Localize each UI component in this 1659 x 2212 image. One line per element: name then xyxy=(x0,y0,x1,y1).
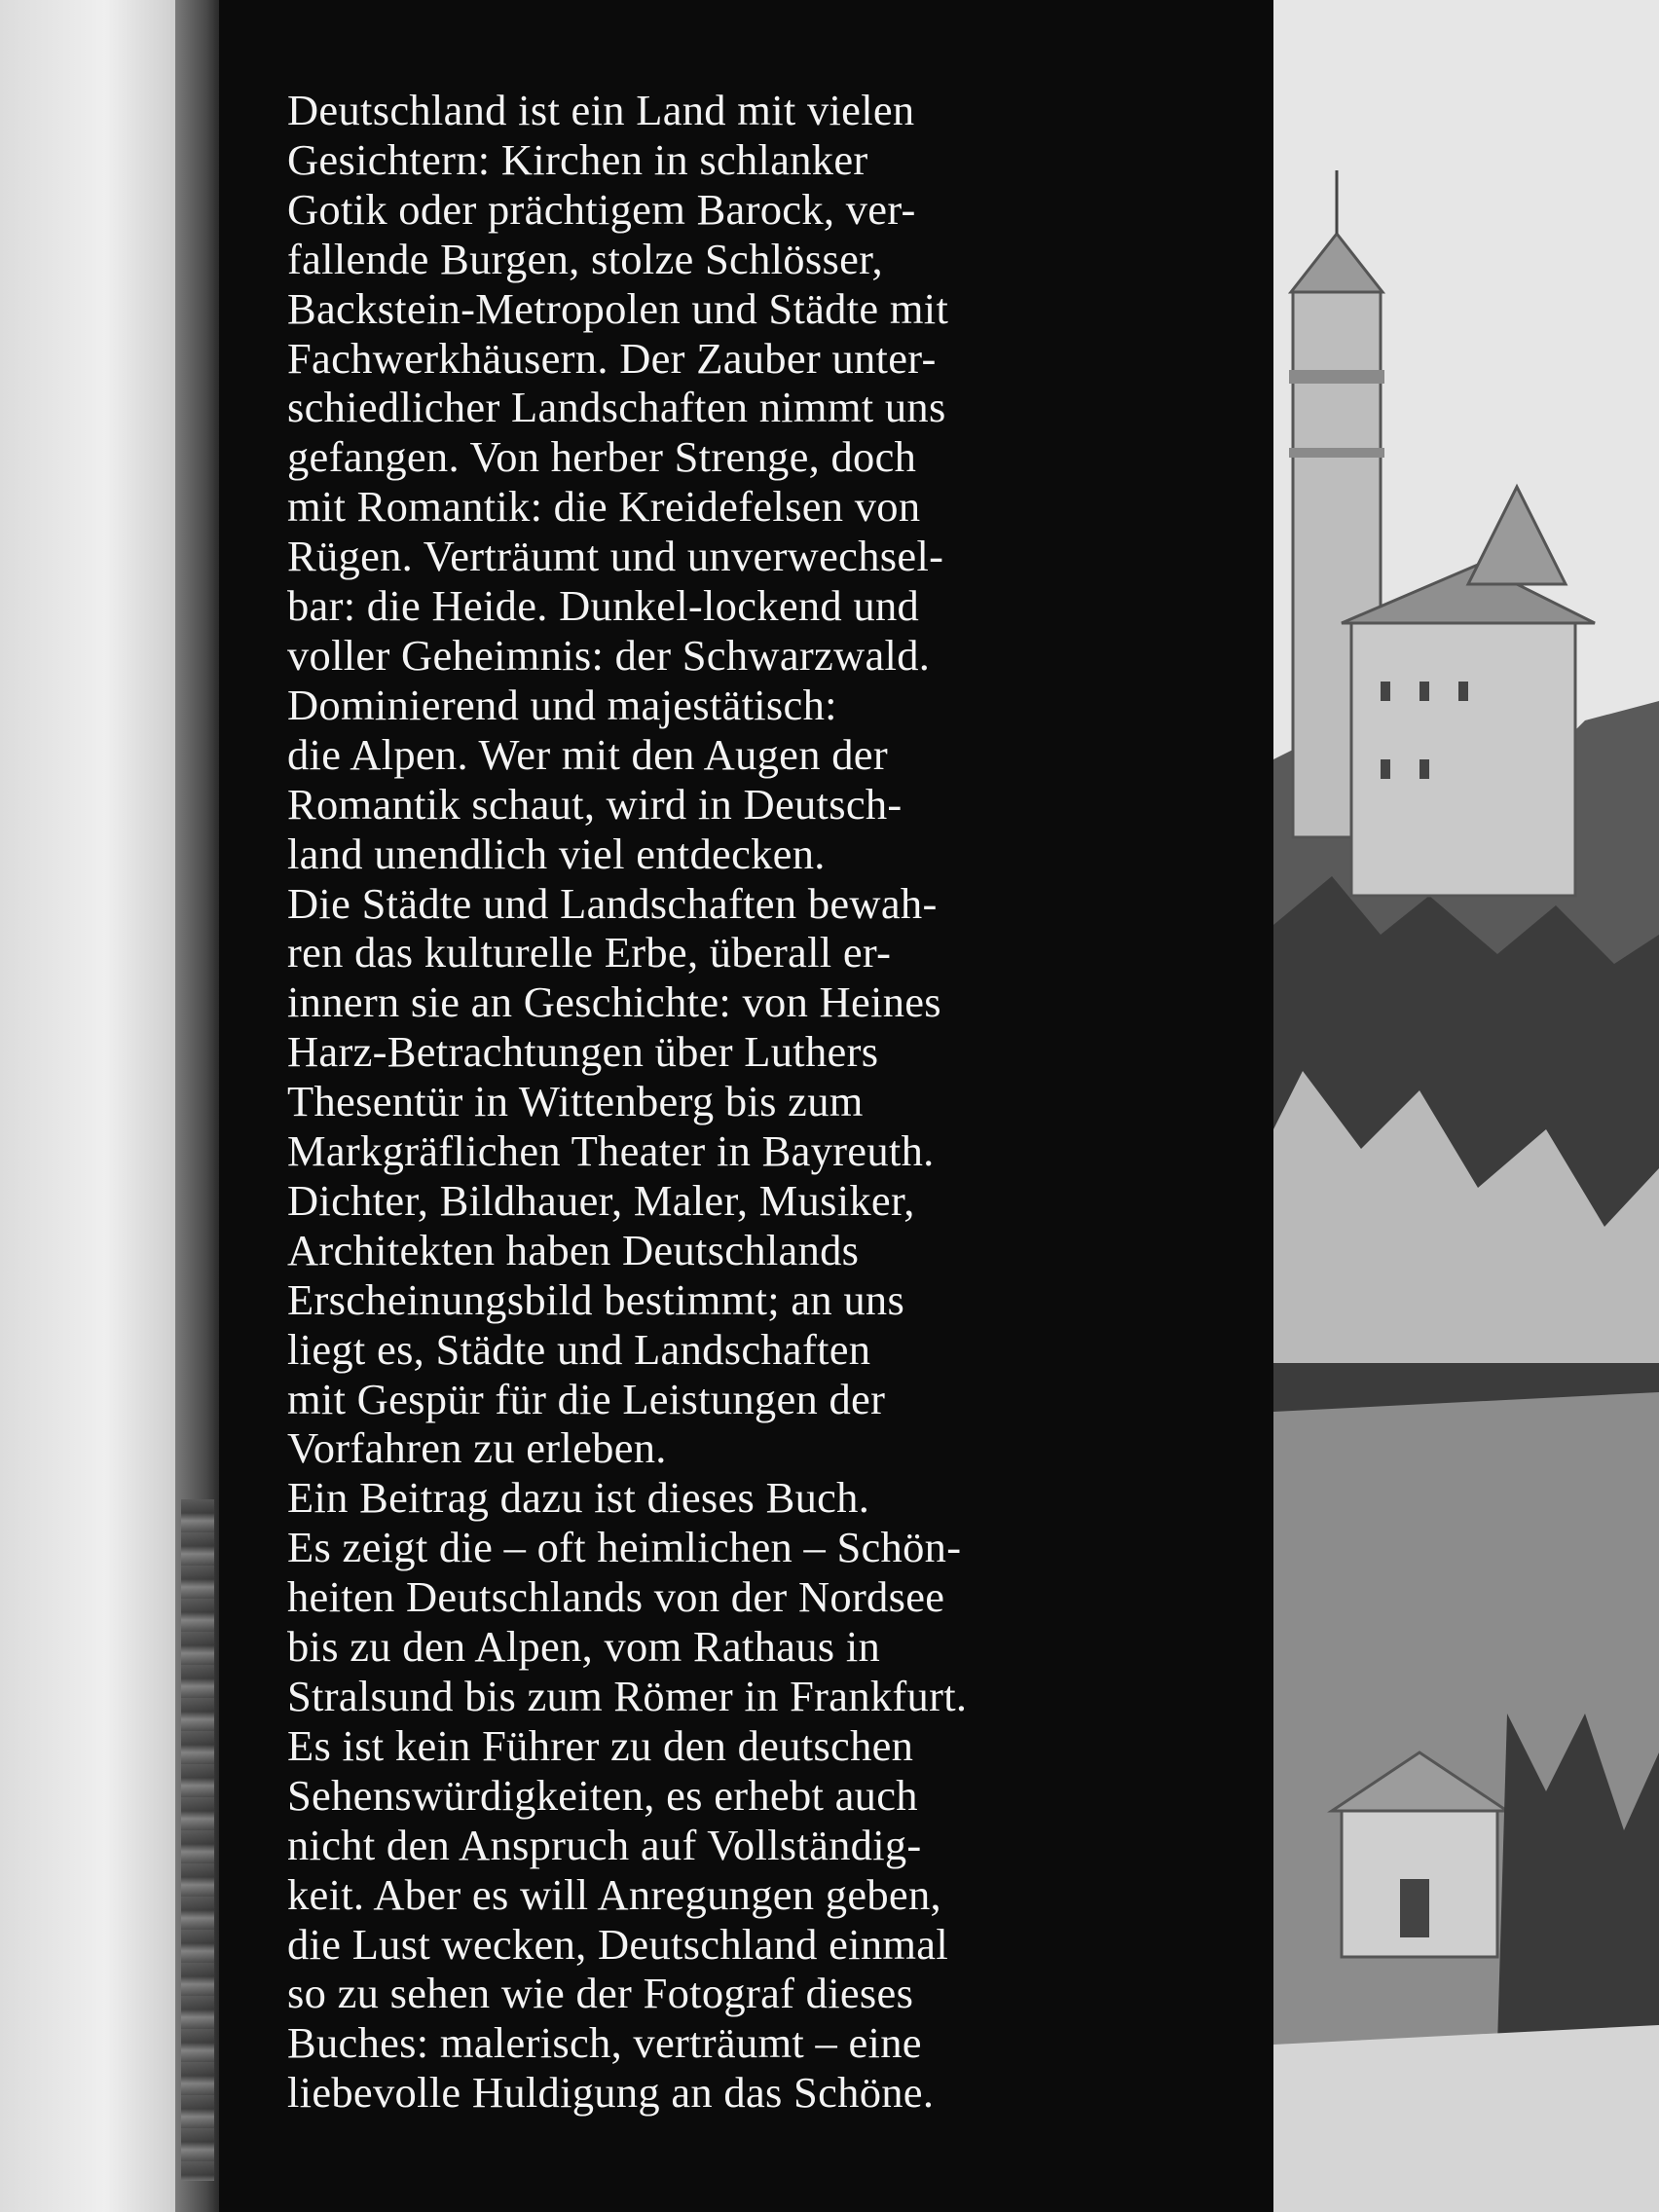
blurb-paragraph-1: Deutschland ist ein Land mit vielen Gesichtern: Kirchen in schlanker Gotik oder prächtigem Barock, ver- fallende Burgen, stolze Schlösser, Backstein-Metropolen und Städte mit Fachwerkhäusern. Der Zauber unter- schiedlicher Landschaften nimmt uns gefangen. Von herber Strenge, doch mit Romantik: die Kreidefelsen von Rügen. Verträumt und unverwechsel- bar: die Heide. Dunkel-lockend und voller Geheimnis: der Schwarzwald. Dominierend und majestätisch: die Alpen. Wer mit den Augen der Romantik schaut, wird in Deutsch- land unendlich viel entdecken. xyxy=(287,86,949,878)
text-panel xyxy=(219,0,1273,2212)
blurb-paragraph-5: Es ist kein Führer zu den deutschen Sehenswürdigkeiten, es erhebt auch nicht den Anspruch auf Vollständig- keit. Aber es will Anregungen geben, die Lust wecken, Deutschland einmal so zu sehen wie der Fotograf dieses Buches: malerisch, verträumt – eine liebevolle Huldigung an das Schöne. xyxy=(287,1720,949,2118)
blurb-paragraph-3: Ein Beitrag dazu ist dieses Buch. xyxy=(287,1473,870,1523)
left-photo-strip xyxy=(175,0,219,2212)
page-edge xyxy=(0,0,175,2212)
castle-illustration xyxy=(1273,0,1659,2212)
book-blurb xyxy=(287,86,1235,2118)
blurb-paragraph-4: Es zeigt die – oft heimlichen – Schön- heiten Deutschlands von der Nordsee bis zu den Alpen, vom Rathaus in Stralsund bis zum Römer in Frankfurt. xyxy=(287,1523,968,1720)
blurb-paragraph-2: Die Städte und Landschaften bewah- ren das kulturelle Erbe, überall er- innern sie an Geschichte: von Heines Harz-Betrachtungen über Luthers Thesentür in Wittenberg bis zum Markgräflichen Theater in Bayreuth. Dichter, Bildhauer, Maler, Musiker, Architekten haben Deutschlands Erscheinungsbild bestimmt; an uns liegt es, Städte und Landschaften mit Gespür für die Leistungen der Vorfahren zu erleben. xyxy=(287,878,941,1473)
castle-engraving xyxy=(1273,0,1659,2212)
